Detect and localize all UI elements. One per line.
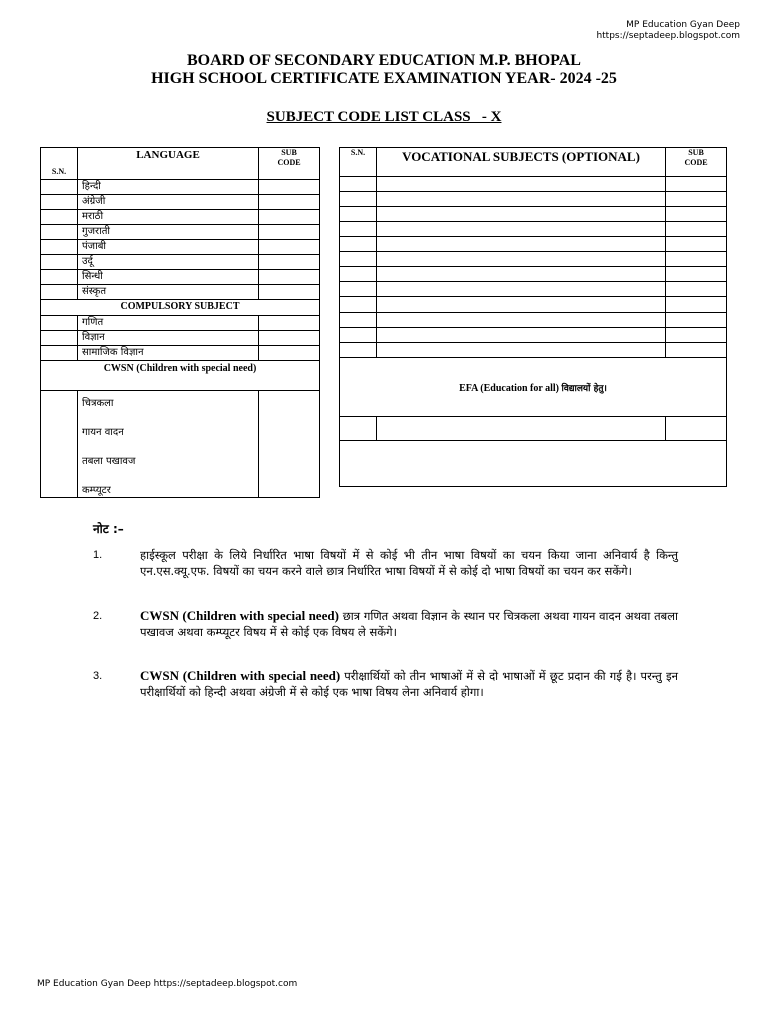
- sub-code-line2: CODE: [277, 158, 301, 167]
- watermark-bottom: MP Education Gyan Deep https://septadeep.blogspot.com: [37, 979, 298, 989]
- note-body: परीक्षार्थियों को तीन भाषाओं में से दो भाषाओं में छूट प्रदान की गई है। परन्तु इन परीक्षार्थियों को हिन्दी अथवा अंग्रेजी में से कोई एक भाषा विषय लेना अनिवार्य होगा।: [140, 669, 678, 699]
- compulsory-subject: सामाजिक विज्ञान: [78, 346, 259, 361]
- watermark-top: [596, 20, 740, 42]
- table-row: [340, 282, 727, 297]
- vocational-header: VOCATIONAL SUBJECTS (OPTIONAL): [377, 148, 666, 177]
- sub-code-line2: CODE: [684, 158, 708, 167]
- language-name: पंजाबी: [78, 240, 259, 255]
- table-row: [340, 252, 727, 267]
- table-row: [340, 343, 727, 358]
- language-name: हिन्दी: [78, 180, 259, 195]
- sub-code-header: [259, 148, 320, 180]
- vocational-table-header: [340, 148, 727, 177]
- cwsn-subject: चित्रकला: [82, 398, 114, 409]
- table-row: [340, 441, 727, 487]
- table-row: [340, 267, 727, 282]
- notes-title: नोट :–: [93, 522, 124, 536]
- cwsn-header: CWSN (Children with special need): [41, 361, 320, 391]
- cwsn-subject: गायन वादन: [82, 427, 124, 438]
- table-row: [41, 225, 320, 240]
- list-subtitle: [0, 109, 768, 126]
- compulsory-header: COMPULSORY SUBJECT: [41, 300, 320, 316]
- efa-note: [340, 358, 727, 417]
- sub-code-line1: SUB: [688, 148, 704, 157]
- note-bold: CWSN (Children with special need): [140, 608, 339, 623]
- table-row: [41, 240, 320, 255]
- note-text: [140, 668, 678, 700]
- efa-english: EFA (Education for all): [459, 382, 559, 394]
- sub-code-line1: SUB: [281, 148, 297, 157]
- table-row: [41, 331, 320, 346]
- efa-hindi: विद्यालयों हेतु।: [561, 383, 607, 394]
- sn-header: S.N.: [41, 148, 78, 180]
- note-number: 3.: [93, 670, 103, 682]
- table-row: [41, 285, 320, 300]
- table-row: [41, 195, 320, 210]
- language-name: सिन्धी: [78, 270, 259, 285]
- table-row: [41, 316, 320, 331]
- note-text: [140, 608, 678, 640]
- language-table: [40, 147, 320, 498]
- cwsn-subject-list: [78, 391, 259, 498]
- cwsn-subject: कम्प्यूटर: [82, 485, 111, 496]
- table-row: [340, 328, 727, 343]
- sn-header: S.N.: [340, 148, 377, 177]
- table-row: [41, 346, 320, 361]
- watermark-top-line2: https://septadeep.blogspot.com: [596, 31, 740, 41]
- table-row: [340, 222, 727, 237]
- language-header: LANGUAGE: [78, 148, 259, 180]
- table-row: [41, 270, 320, 285]
- table-row: [340, 177, 727, 192]
- table-row: [41, 180, 320, 195]
- note-number: 2.: [93, 610, 103, 622]
- watermark-top-line1: MP Education Gyan Deep: [626, 20, 740, 30]
- sub-code-header: [666, 148, 727, 177]
- language-name: अंग्रेजी: [78, 195, 259, 210]
- note-bold: CWSN (Children with special need): [140, 668, 341, 683]
- cwsn-subjects-row: [41, 391, 320, 498]
- vocational-table: [339, 147, 727, 487]
- table-row: [340, 207, 727, 222]
- compulsory-header-row: [41, 300, 320, 316]
- list-subtitle-text: SUBJECT CODE LIST CLASS - X: [266, 109, 502, 125]
- compulsory-subject: गणित: [78, 316, 259, 331]
- cwsn-subject: तबला पखावज: [82, 456, 136, 467]
- language-name: उर्दू: [78, 255, 259, 270]
- table-row: [340, 297, 727, 313]
- language-name: मराठी: [78, 210, 259, 225]
- board-title: BOARD OF SECONDARY EDUCATION M.P. BHOPAL: [187, 52, 581, 69]
- table-row: [41, 210, 320, 225]
- table-row: [41, 255, 320, 270]
- note-text: हाईस्कूल परीक्षा के लिये निर्धारित भाषा विषयों में से कोई भी तीन भाषा विषयों का चयन किया जाना अनिवार्य है किन्तु एन.एस.क्यू.एफ. विषयों का चयन करने वाले छात्र निर्धारित भाषा विषयों में से कोई दो भाषा विषयों का चयन कर सकेंगे।: [140, 548, 678, 578]
- note-body: छात्र गणित अथवा विज्ञान के स्थान पर चित्रकला अथवा गायन वादन अथवा तबला पखावज अथवा कम्प्यूटर विषय में से कोई एक विषय ले सकेंगे।: [140, 609, 678, 639]
- exam-title: HIGH SCHOOL CERTIFICATE EXAMINATION YEAR- 2024 -25: [151, 70, 617, 87]
- table-row: [340, 417, 727, 441]
- language-name: गुजराती: [78, 225, 259, 240]
- note-number: 1.: [93, 549, 103, 561]
- efa-row: [340, 358, 727, 417]
- language-name: संस्कृत: [78, 285, 259, 300]
- table-row: [340, 192, 727, 207]
- cwsn-header-row: [41, 361, 320, 391]
- table-row: [340, 237, 727, 252]
- compulsory-subject: विज्ञान: [78, 331, 259, 346]
- language-table-header: [41, 148, 320, 180]
- table-row: [340, 313, 727, 328]
